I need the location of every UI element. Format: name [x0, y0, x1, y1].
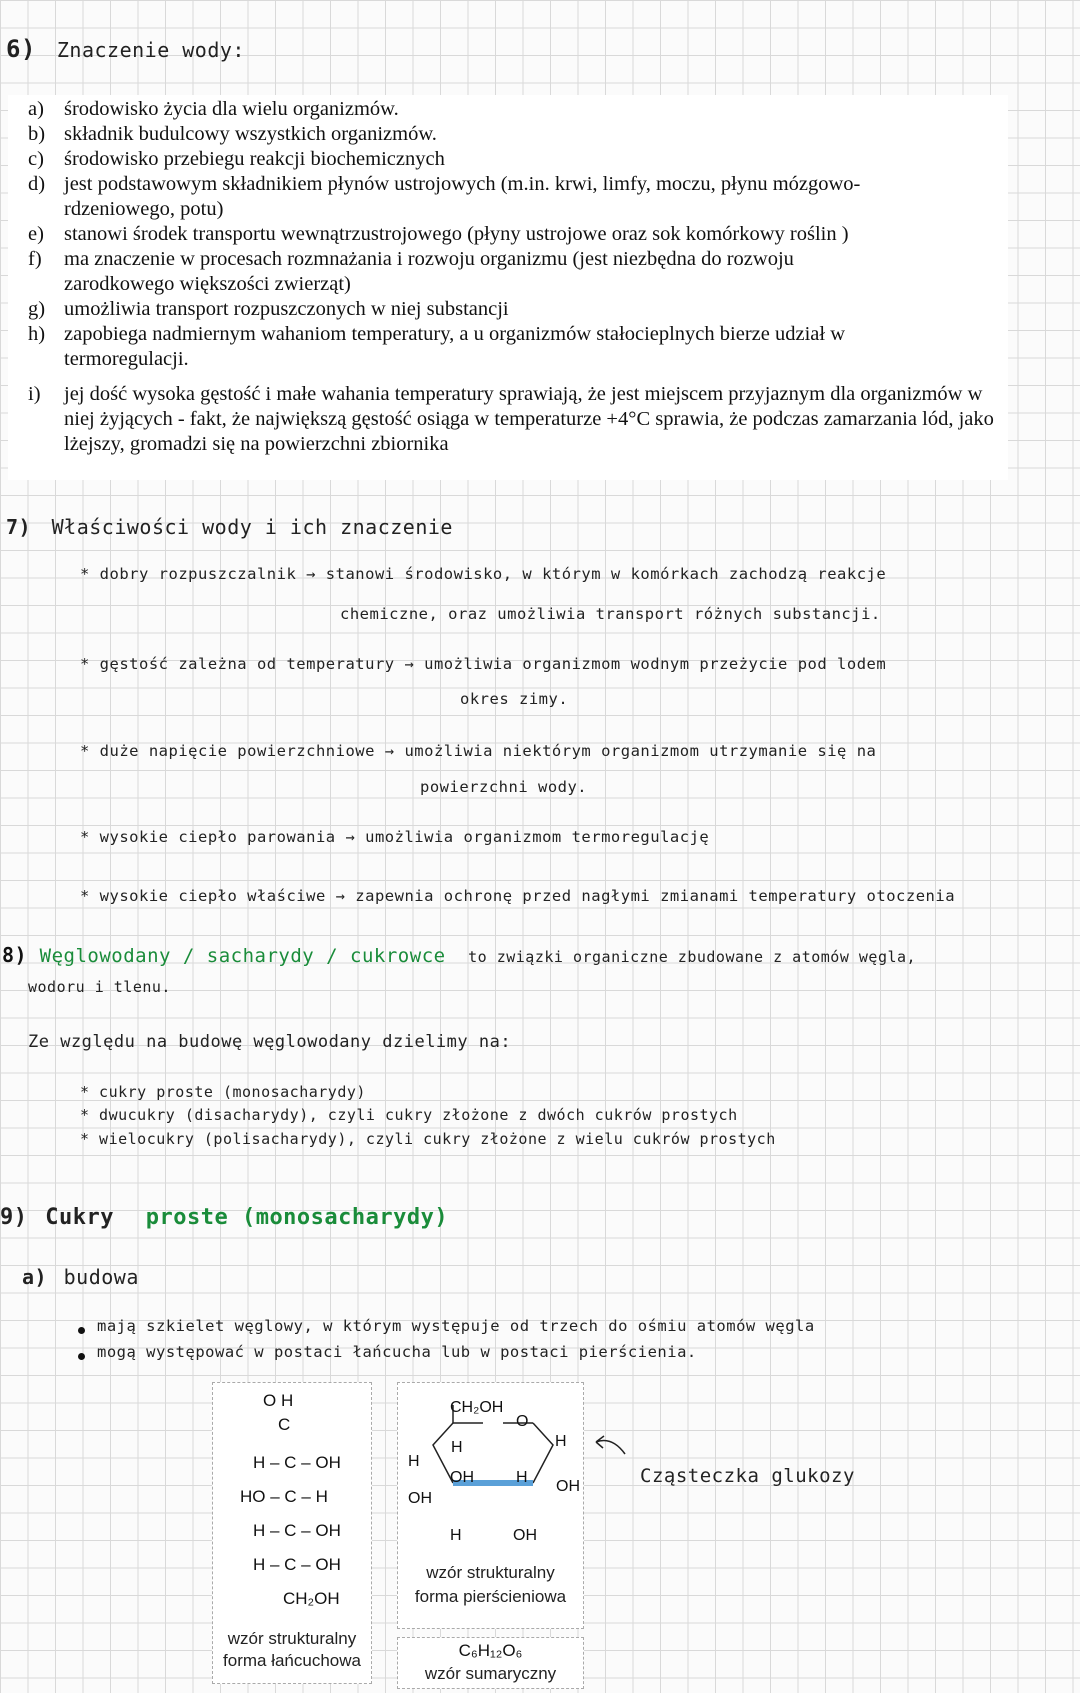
subheading-a: a) budowa: [22, 1265, 139, 1289]
chain-c1: C: [278, 1415, 291, 1434]
heading-7: [6, 515, 453, 539]
list-item: i) jej dość wysoka gęstość i małe wahania temperatury sprawiają, że jest miejscem przyjaznym dla organizmów w niej żyjących - fakt, że największą gęstość osiąga w temperaturze +4°C sprawia, że podczas zamarzania lód, jako lżejszy, gromadzi się na powierzchni zbiornika: [28, 383, 994, 455]
water-importance-list: [8, 95, 1008, 480]
division-item: * cukry proste (monosacharydy): [80, 1083, 366, 1101]
heading-8: [2, 943, 916, 967]
property-2-cont: okres zimy.: [460, 690, 569, 708]
list-item: h) zapobiega nadmiernym wahaniom temperatury, a u organizmów stałocieplnych bierze udział w termoregulacji.: [28, 323, 845, 370]
ring-caption-2: forma pierścieniowa: [414, 1587, 567, 1606]
chain-caption-1: wzór strukturalny: [227, 1629, 357, 1648]
property-1-cont: chemiczne, oraz umożliwia transport różnych substancji.: [340, 605, 881, 623]
chain-aldehyde: O H: [263, 1391, 294, 1410]
list-item: g) umożliwia transport rozpuszczonych w niej substancji: [28, 298, 509, 320]
ring-label: H: [451, 1439, 463, 1456]
property-1: * dobry rozpuszczalnik → stanowi środowisko, w którym w komórkach zachodzą reakcje: [80, 565, 887, 583]
structure-bullet: mają szkielet węglowy, w którym występuje od trzech do ośmiu atomów węgla: [97, 1317, 815, 1335]
chain-formula-box: [212, 1382, 372, 1684]
glucose-note: Cząsteczka glukozy: [640, 1465, 855, 1487]
property-3-cont: powierzchni wody.: [420, 778, 588, 796]
list-item: d) jest podstawowym składnikiem płynów ustrojowych (m.in. krwi, limfy, moczu, płynu mózgowo-rdzeniowego, potu): [28, 173, 861, 220]
bullet-icon: [78, 1353, 85, 1360]
ring-label: OH: [450, 1469, 474, 1486]
sum-formula-box: [397, 1637, 584, 1689]
division-item: * dwucukry (disacharydy), czyli cukry złożone z dwóch cukrów prostych: [80, 1106, 738, 1124]
heading-9-number: 9): [0, 1205, 28, 1230]
ring-oxygen: O: [516, 1413, 529, 1430]
heading-9-title-black: Cukry: [45, 1205, 114, 1230]
chain-line-2: H – C – OH: [253, 1453, 341, 1472]
sum-formula: C₆H₁₂O₆: [458, 1641, 523, 1660]
arrow-icon: [590, 1432, 630, 1462]
division-item: * wielocukry (polisacharydy), czyli cukry złożone z wielu cukrów prostych: [80, 1130, 776, 1148]
heading-9-title-colored: proste (monosacharydy): [145, 1205, 449, 1230]
heading-7-title: Właściwości wody i ich znaczenie: [51, 515, 453, 539]
heading-8-title: Węglowodany / sacharydy / cukrowce: [39, 945, 446, 967]
list-item: f) ma znaczenie w procesach rozmnażania i rozwoju organizmu (jest niezbędna do rozwoju zarodkowego większości zwierząt): [28, 248, 794, 295]
list-item: a) środowisko życia dla wielu organizmów.: [28, 98, 399, 120]
chain-line-4: H – C – OH: [253, 1521, 341, 1540]
heading-9: [0, 1205, 448, 1230]
chain-ch2oh: CH₂OH: [283, 1589, 340, 1608]
division-intro: Ze względu na budowę węglowodany dzielimy na:: [28, 1032, 512, 1052]
ring-label: H: [516, 1469, 528, 1486]
ring-label: OH: [408, 1490, 432, 1507]
ring-formula-box: [397, 1382, 584, 1629]
property-4: * wysokie ciepło parowania → umożliwia organizmom termoregulację: [80, 828, 710, 846]
heading-6-title: Znaczenie wody:: [56, 38, 245, 62]
heading-8-rest-2: wodoru i tlenu.: [28, 978, 171, 996]
heading-6: [6, 35, 245, 63]
heading-8-rest: to związki organiczne zbudowane z atomów węgla,: [468, 948, 917, 966]
ring-label: H: [408, 1453, 420, 1470]
ring-label: H: [450, 1527, 462, 1544]
heading-6-number: 6): [6, 35, 36, 63]
ring-label: OH: [513, 1527, 537, 1544]
list-item: e) stanowi środek transportu wewnątrzustrojowego (płyny ustrojowe oraz sok komórkowy roślin ): [28, 223, 849, 245]
bullet-icon: [78, 1327, 85, 1334]
property-2: * gęstość zależna od temperatury → umożliwia organizmom wodnym przeżycie pod lodem: [80, 655, 887, 673]
ring-label: H: [555, 1433, 567, 1450]
ring-caption-1: wzór strukturalny: [426, 1563, 555, 1582]
chain-caption-2: forma łańcuchowa: [223, 1651, 361, 1670]
heading-8-number: 8): [2, 943, 28, 967]
property-3: * duże napięcie powierzchniowe → umożliwia niektórym organizmom utrzymanie się na: [80, 742, 877, 760]
ring-label: OH: [556, 1478, 580, 1495]
structure-bullet: mogą występować w postaci łańcucha lub w postaci pierścienia.: [97, 1343, 697, 1361]
list-item: b) składnik budulcowy wszystkich organizmów.: [28, 123, 437, 145]
ring-ch2oh: CH₂OH: [450, 1399, 504, 1416]
chain-line-5: H – C – OH: [253, 1555, 341, 1574]
property-5: * wysokie ciepło właściwe → zapewnia ochronę przed nagłymi zmianami temperatury otoczenia: [80, 887, 956, 905]
chain-line-3: HO – C – H: [240, 1487, 328, 1506]
list-item: c) środowisko przebiegu reakcji biochemicznych: [28, 148, 445, 170]
heading-7-number: 7): [6, 515, 32, 539]
sum-caption: wzór sumaryczny: [424, 1664, 557, 1683]
